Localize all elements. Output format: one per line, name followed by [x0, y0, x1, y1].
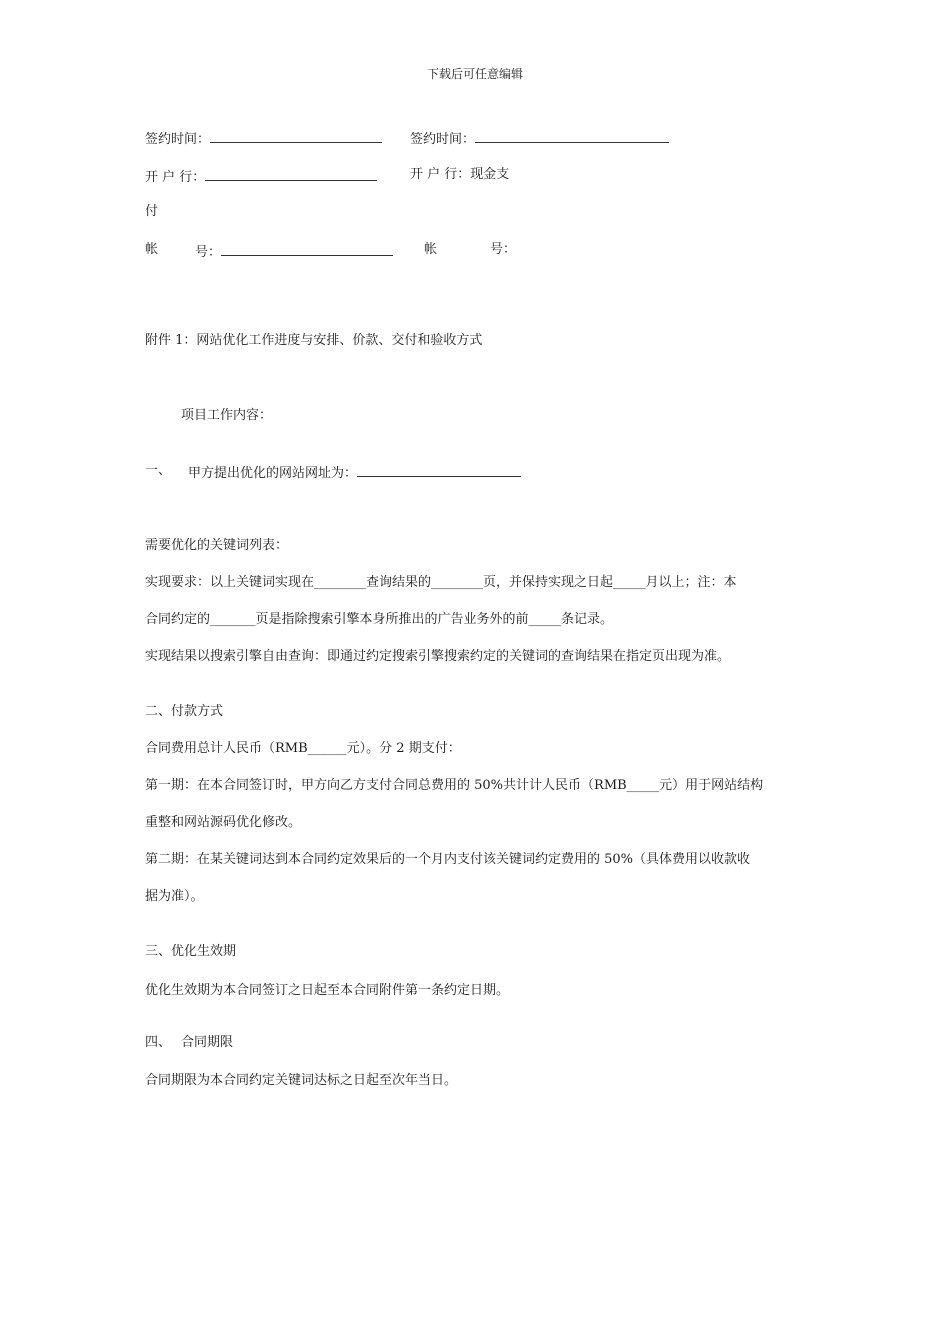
party-b-sign-time-label: 签约时间：: [410, 132, 476, 147]
party-b-sign-time-blank: [475, 130, 669, 143]
keyword-requirement-line-1: 实现要求：以上关键词实现在________查询结果的________页，并保持实现之日起_____月以上；注：本: [145, 575, 737, 590]
party-b-sign-time: [410, 130, 669, 146]
party-a-sign-time-label: 签约时间：: [145, 132, 211, 147]
party-b-bank-value: 现金支: [470, 167, 510, 182]
payment-phase-1-line-2: 重整和网站源码优化修改。: [145, 815, 302, 830]
section-1-line: [188, 464, 521, 480]
party-a-account: [195, 243, 393, 259]
party-a-account-colon: 号：: [195, 245, 222, 260]
section-4-number: 四、: [145, 1035, 172, 1050]
section-1-number: 一、: [145, 463, 172, 478]
keyword-requirement-line-2: 合同约定的_______页是指除搜索引擎本身所推出的广告业务外的前_____条记录。: [145, 612, 614, 627]
party-b-bank-label: 开 户 行：: [410, 167, 471, 182]
party-a-bank-label: 开 户 行：: [145, 170, 206, 185]
website-url-blank: [357, 464, 521, 477]
payment-total: 合同费用总计人民币（RMB______元）。分 2 期支付：: [145, 741, 461, 756]
page-header: 下载后可任意编辑: [426, 67, 523, 81]
party-a-account-label: 帐: [145, 242, 159, 257]
section-2-title: 二、付款方式: [145, 704, 224, 719]
payment-phase-2-line-1: 第二期：在某关键词达到本合同约定效果后的一个月内支付该关键词约定费用的 50%（具体费用以收款收: [145, 852, 751, 867]
party-b-account-colon: 号：: [490, 242, 517, 257]
section-3-title: 三、优化生效期: [145, 944, 237, 959]
section-4-text: 合同期限为本合同约定关键词达标之日起至次年当日。: [145, 1073, 458, 1088]
keyword-result: 实现结果以搜索引擎自由查询：即通过约定搜索引擎搜索约定的关键词的查询结果在指定页出现为准。: [145, 649, 731, 664]
payment-phase-2-line-2: 据为准）。: [145, 889, 204, 904]
party-b-bank: [410, 168, 509, 181]
party-b-bank-wrap: 付: [145, 204, 159, 219]
section-3-text: 优化生效期为本合同签订之日起至本合同附件第一条约定日期。: [145, 983, 510, 998]
payment-phase-1-line-1: 第一期：在本合同签订时，甲方向乙方支付合同总费用的 50%共计计人民币（RMB_____元）用于网站结构: [145, 778, 764, 793]
party-a-sign-time: [145, 130, 382, 146]
section-1-text: 甲方提出优化的网站网址为：: [188, 466, 358, 481]
project-content-heading: 项目工作内容：: [181, 408, 273, 423]
party-a-account-blank: [221, 243, 393, 256]
party-a-bank: [145, 168, 377, 184]
party-a-sign-time-blank: [210, 130, 382, 143]
party-b-account-label: 帐: [424, 242, 438, 257]
section-4-title: 合同期限: [181, 1035, 234, 1050]
party-a-bank-blank: [205, 168, 377, 181]
attachment-title: 附件 1：网站优化工作进度与安排、价款、交付和验收方式: [145, 333, 483, 348]
keyword-list-label: 需要优化的关键词列表：: [145, 538, 289, 553]
